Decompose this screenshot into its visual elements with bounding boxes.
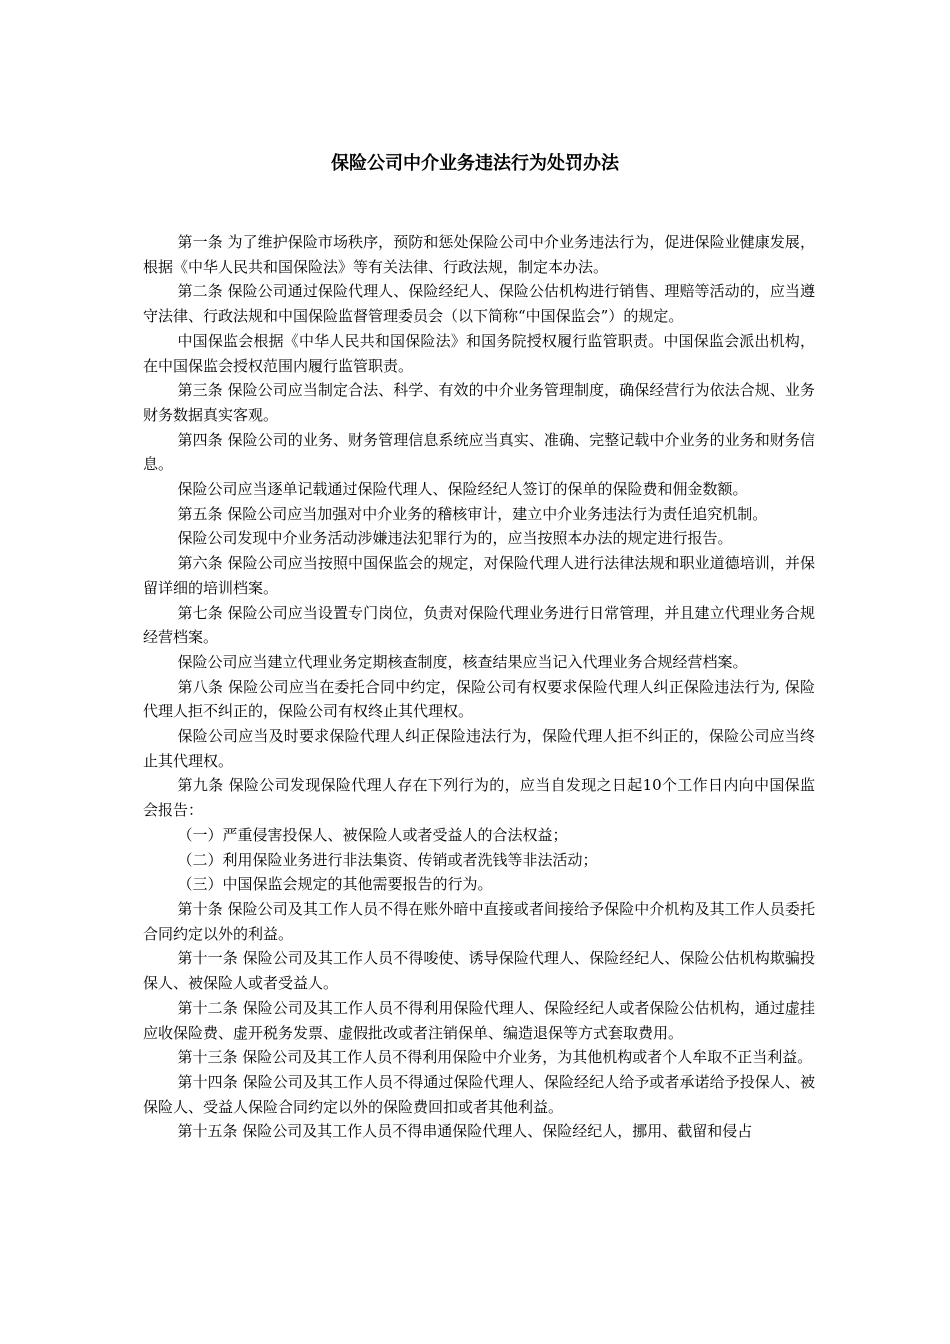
- paragraph-15: （一）严重侵害投保人、被保险人或者受益人的合法权益；: [177, 825, 568, 844]
- paragraph-20: 第十二条 保险公司及其工作人员不得利用保险代理人、保险经纪人或者保险公估机构，通过虚挂应收保险费、虚开税务发票、虚假批改或者注销保单、编造退保等方式套取费用。: [143, 998, 815, 1042]
- paragraph-21: 第十三条 保险公司及其工作人员不得利用保险中介业务，为其他机构或者个人牟取不正当利益。: [177, 1048, 813, 1067]
- paragraph-14: 第九条 保险公司发现保险代理人存在下列行为的，应当自发现之日起10个工作日内向中国保监会报告：: [143, 776, 815, 820]
- document-title: 保险公司中介业务违法行为处罚办法: [331, 153, 619, 174]
- paragraph-13: 保险公司应当及时要求保险代理人纠正保险违法行为，保险代理人拒不纠正的，保险公司应当终止其代理权。: [143, 727, 815, 770]
- paragraph-19: 第十一条 保险公司及其工作人员不得唆使、诱导保险代理人、保险经纪人、保险公估机构欺骗投保人、被保险人或者受益人。: [143, 949, 815, 993]
- paragraph-1: 第一条 为了维护保险市场秩序，预防和惩处保险公司中介业务违法行为，促进保险业健康发展，根据《中华人民共和国保险法》等有关法律、行政法规，制定本办法。: [143, 233, 815, 276]
- paragraph-9: 第六条 保险公司应当按照中国保监会的规定，对保险代理人进行法律法规和职业道德培训，并保留详细的培训档案。: [143, 554, 815, 597]
- paragraph-7: 第五条 保险公司应当加强对中介业务的稽核审计，建立中介业务违法行为责任追究机制。: [177, 504, 768, 523]
- paragraph-4: 第三条 保险公司应当制定合法、科学、有效的中介业务管理制度，确保经营行为依法合规、业务财务数据真实客观。: [143, 381, 815, 424]
- paragraph-22: 第十四条 保险公司及其工作人员不得通过保险代理人、保险经纪人给予或者承诺给予投保人、被保险人、受益人保险合同约定以外的保险费回扣或者其他利益。: [143, 1072, 815, 1116]
- paragraph-6: 保险公司应当逐单记载通过保险代理人、保险经纪人签订的保单的保险费和佣金数额。: [177, 480, 748, 499]
- paragraph-5: 第四条 保险公司的业务、财务管理信息系统应当真实、准确、完整记载中介业务的业务和财务信息。: [143, 430, 815, 474]
- paragraph-17: （三）中国保监会规定的其他需要报告的行为。: [177, 875, 493, 894]
- paragraph-2: 第二条 保险公司通过保险代理人、保险经纪人、保险公估机构进行销售、理赔等活动的，应当遵守法律、行政法规和中国保险监督管理委员会（以下简称“中国保监会”）的规定。: [143, 282, 815, 326]
- paragraph-18: 第十条 保险公司及其工作人员不得在账外暗中直接或者间接给予保险中介机构及其工作人员委托合同约定以外的利益。: [143, 899, 815, 943]
- paragraph-10: 第七条 保险公司应当设置专门岗位，负责对保险代理业务进行日常管理，并且建立代理业务合规经营档案。: [143, 603, 815, 647]
- paragraph-3: 中国保监会根据《中华人民共和国保险法》和国务院授权履行监管职责。中国保监会派出机构，在中国保监会授权范围内履行监管职责。: [143, 331, 815, 375]
- paragraph-8: 保险公司发现中介业务活动涉嫌违法犯罪行为的，应当按照本办法的规定进行报告。: [177, 529, 733, 548]
- paragraph-16: （二）利用保险业务进行非法集资、传销或者洗钱等非法活动；: [177, 850, 598, 869]
- paragraph-23: 第十五条 保险公司及其工作人员不得串通保险代理人、保险经纪人，挪用、截留和侵占: [177, 1122, 753, 1141]
- document-body: [143, 230, 815, 1144]
- paragraph-11: 保险公司应当建立代理业务定期核查制度，核查结果应当记入代理业务合规经营档案。: [177, 652, 748, 671]
- paragraph-12: 第八条 保险公司应当在委托合同中约定，保险公司有权要求保险代理人纠正保险违法行为, 保险代理人拒不纠正的，保险公司有权终止其代理权。: [143, 677, 815, 721]
